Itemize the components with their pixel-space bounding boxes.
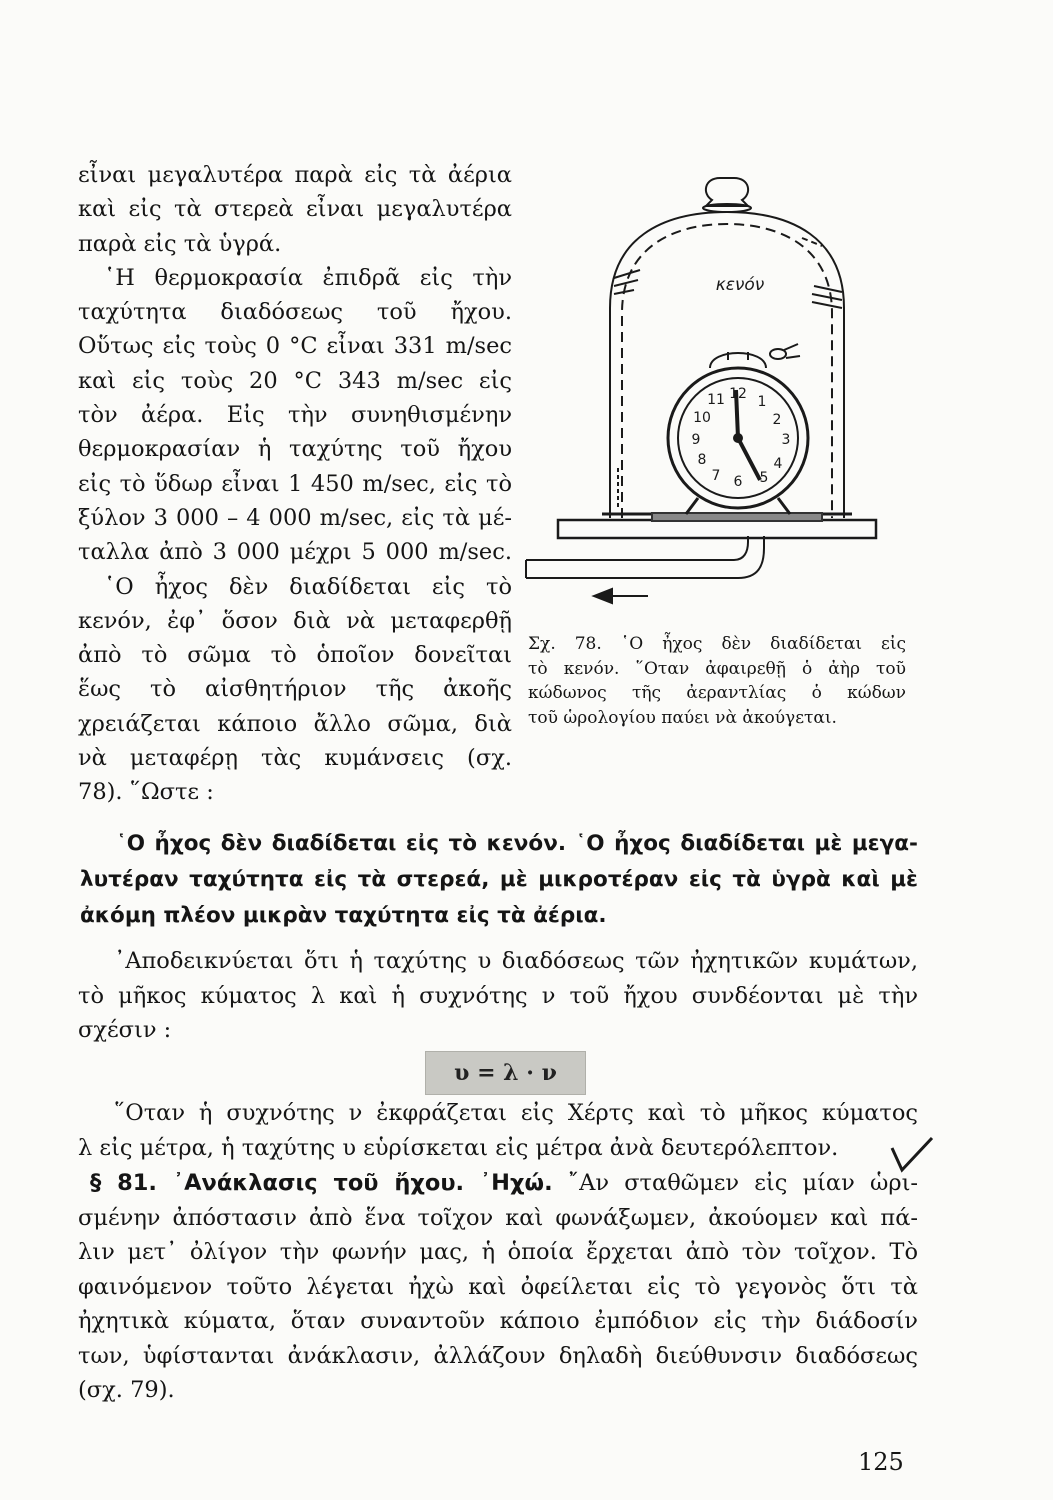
clock-number: 6: [733, 474, 743, 490]
text-line: θερμοκρασίαν ἡ ταχύτης τοῦ ἤχου: [78, 436, 512, 463]
page-number: 125: [858, 1448, 904, 1476]
text-line: ταλλα ἀπὸ 3 000 μέχρι 5 000 m/sec.: [78, 539, 512, 566]
text-line: ῾Η θερμοκρασία ἐπιδρᾶ εἰς τὴν: [104, 264, 512, 291]
clock-number: 7: [711, 468, 721, 484]
left-column-text: [78, 158, 512, 810]
paragraph-line: ῞Οταν ἡ συχνότης ν ἐκφράζεται εἰς Χέρτς καὶ τὸ μῆκος κύματος: [114, 1100, 918, 1126]
paragraph-line: σμένην ἀπόστασιν ἀπὸ ἕνα τοῖχον καὶ φωνάξωμεν, ἀκούομεν καὶ πά-: [78, 1204, 918, 1231]
text-line: τὸν ἀέρα. Εἰς τὴν συνηθισμένην: [78, 402, 512, 429]
caption-line: κώδωνος τῆς ἀεραντλίας ὁ κώδων: [528, 683, 906, 703]
caption-line: τοῦ ὡρολογίου παύει νὰ ἀκούγεται.: [528, 707, 837, 728]
bold-statement: [80, 826, 918, 934]
paragraph-line: λ εἰς μέτρα, ἡ ταχύτης υ εὑρίσκεται εἰς μέτρα ἀνὰ δευτερόλεπτον.: [78, 1134, 839, 1161]
paragraph-line: λιν μετ᾽ ὀλίγον τὴν φωνήν μας, ἡ ὁποία ἔρχεται ἀπὸ τὸν τοῖχον. Τὸ: [78, 1239, 918, 1265]
text-line: ξύλον 3 000 – 4 000 m/sec, εἰς τὰ μέ-: [78, 504, 512, 531]
paragraph-line: φαινόμενον τοῦτο λέγεται ἠχὼ καὶ ὀφείλεται εἰς τὸ γεγονὸς ὅτι τὰ: [78, 1273, 918, 1300]
bold-line: ῾Ο ἦχος δὲν διαδίδεται εἰς τὸ κενόν. ῾Ο ἦχος διαδίδεται μὲ μεγα-: [116, 831, 918, 856]
text-line: ταχύτητα διαδόσεως τοῦ ἤχου.: [78, 299, 512, 326]
clock-number: 3: [781, 432, 791, 448]
paragraph-line: τὸ μῆκος κύματος λ καὶ ἡ συχνότης ν τοῦ ἤχου συνδέονται μὲ τὴν: [78, 982, 918, 1009]
text-line: 78). ῞Ωστε :: [78, 779, 214, 806]
text-line: εἰς τὸ ὕδωρ εἶναι 1 450 m/sec, εἰς τὸ: [78, 470, 512, 497]
text-line: καὶ εἰς τὰ στερεὰ εἶναι μεγαλυτέρα: [78, 196, 512, 223]
text-line: ῾Ο ἦχος δὲν διαδίδεται εἰς τὸ: [104, 573, 512, 600]
figure-caption: [528, 632, 906, 730]
section-81: [78, 1166, 918, 1408]
text-line: παρὰ εἰς τὰ ὑγρά.: [78, 230, 282, 257]
clock-number: 10: [693, 410, 711, 426]
section-text: ῎Αν σταθῶμεν εἰς μίαν ὡρι-: [567, 1170, 918, 1196]
clock-number: 12: [729, 386, 747, 402]
clock-number: 8: [697, 452, 707, 468]
clock-number: 9: [691, 432, 701, 448]
bell-jar-figure: [522, 168, 892, 638]
bold-line: ἀκόμη πλέον μικρὰν ταχύτητα εἰς τὰ ἀέρια.: [80, 903, 607, 928]
clock-number: 2: [772, 412, 782, 428]
text-line: Οὕτως εἰς τοὺς 0 °C εἶναι 331 m/sec: [78, 333, 512, 360]
section-title: § 81. ᾽Ανάκλασις τοῦ ἤχου. ᾽Ηχώ.: [90, 1170, 553, 1196]
vacuum-label: κενόν: [715, 275, 765, 295]
relation-paragraph: [78, 944, 918, 1048]
paragraph-line: ἠχητικὰ κύματα, ὅταν συναντοῦν κάποιο ἐμπόδιον εἰς τὴν διάδοσίν: [78, 1308, 918, 1334]
bold-line: λυτέραν ταχύτητα εἰς τὰ στερεά, μὲ μικροτέραν εἰς τὰ ὑγρὰ καὶ μὲ: [80, 867, 918, 892]
text-line: εἶναι μεγαλυτέρα παρὰ εἰς τὰ ἀέρια: [78, 162, 512, 188]
text-line: ἀπὸ τὸ σῶμα τὸ ὁποῖον δονεῖται: [78, 642, 512, 669]
caption-line: τὸ κενόν. ῞Οταν ἀφαιρεθῇ ὁ ἀὴρ τοῦ: [528, 658, 906, 679]
clock-number: 5: [759, 470, 769, 486]
caption-line: Σχ. 78. ῾Ο ἦχος δὲν διαδίδεται εἰς: [528, 634, 906, 654]
clock-number: 4: [773, 456, 783, 472]
text-line: χρειάζεται κάποιο ἄλλο σῶμα, διὰ: [78, 710, 512, 737]
paragraph-line: των, ὑφίστανται ἀνάκλασιν, ἀλλάζουν δηλαδὴ διεύθυνσιν διαδόσεως: [78, 1342, 918, 1369]
clock-number: 1: [757, 394, 767, 410]
paragraph-line: (σχ. 79).: [78, 1377, 175, 1403]
text-line: κενόν, ἐφ᾽ ὅσον διὰ νὰ μεταφερθῇ: [78, 607, 512, 634]
formula: υ = λ · ν: [425, 1051, 586, 1095]
paragraph-line: ᾽Αποδεικνύεται ὅτι ἡ ταχύτης υ διαδόσεως τῶν ἠχητικῶν κυμάτων,: [114, 948, 918, 974]
clock-number: 11: [707, 392, 725, 408]
text-line: καὶ εἰς τοὺς 20 °C 343 m/sec εἰς: [78, 367, 512, 394]
paragraph-line: σχέσιν :: [78, 1017, 172, 1043]
text-line: νὰ μεταφέρῃ τὰς κυμάνσεις (σχ.: [78, 745, 512, 772]
units-paragraph: [78, 1096, 918, 1165]
text-line: ἕως τὸ αἰσθητήριον τῆς ἀκοῆς: [78, 676, 512, 703]
